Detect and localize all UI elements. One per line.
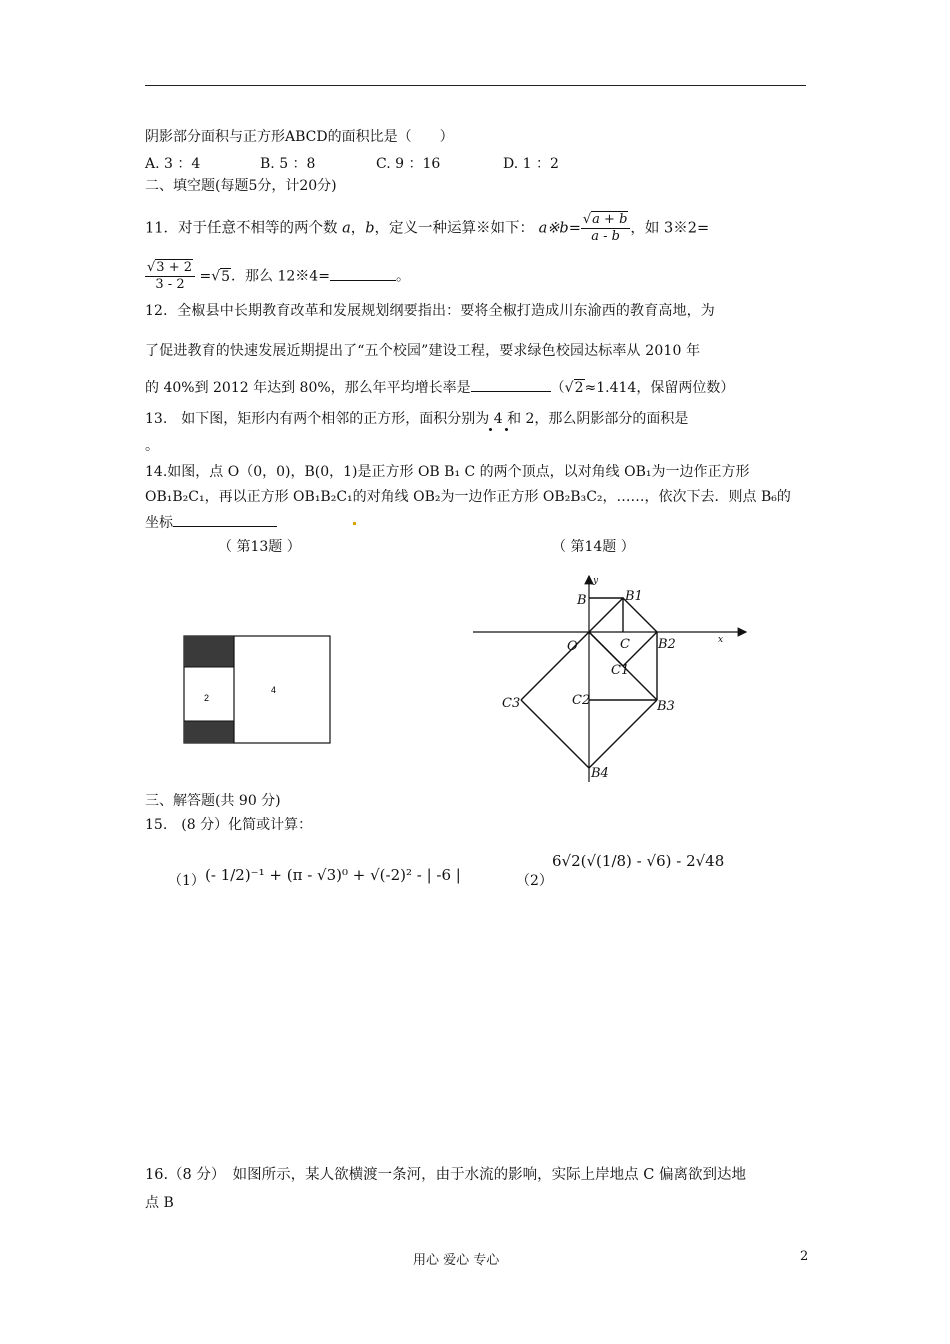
q16-line2: 点 B	[145, 1195, 174, 1211]
q12-line3: 的 40%到 2012 年达到 80%，那么年平均增长率是 （√2≈1.414，保留两位数）	[145, 377, 734, 397]
q11-sep: ，	[350, 220, 366, 237]
fig13-shade-top	[184, 636, 234, 667]
fig13-label-big: 4	[271, 685, 277, 695]
q11-text4: ．那么 12※4=	[231, 268, 330, 285]
label-b2: B2	[658, 637, 676, 652]
fig13-caption: （ 第13题 ）	[218, 539, 301, 555]
q12-answer-blank[interactable]	[471, 377, 551, 392]
q11-answer-blank[interactable]	[330, 266, 396, 281]
q10-choice-a: A. 3 ：4	[145, 156, 201, 172]
label-x: x	[718, 635, 724, 645]
label-b: B	[577, 593, 587, 608]
q13-line1: 13. 如下图，矩形内有两个相邻的正方形，面积分别为 4 和 2，那么阴影部分的面积是	[145, 411, 689, 427]
q11-op-numerator: a + b	[592, 212, 628, 227]
q15-part2-label: （2）	[516, 873, 553, 889]
label-b4: B4	[591, 766, 609, 781]
q12-line3a: 的 40%到 2012 年达到 80%，那么年平均增长率是	[145, 380, 471, 396]
q14-line3	[145, 512, 277, 532]
fig14-caption: （ 第14题 ）	[552, 539, 635, 555]
fig14-diagram	[470, 570, 760, 786]
label-y: y	[593, 576, 599, 586]
q11-ex-eq: =	[199, 268, 212, 285]
q11-text2: ，定义一种运算※如下：	[374, 220, 535, 237]
q11-end: 。	[395, 268, 410, 285]
q14-line3-text: 坐标	[145, 515, 173, 531]
footer-motto: 用心 爱心 专心	[413, 1253, 500, 1268]
stray-dot	[353, 522, 356, 525]
q14-answer-blank[interactable]	[173, 512, 277, 527]
q15-part1-label: （1）	[168, 873, 205, 889]
fig13-diagram	[175, 628, 340, 750]
section2-title: 二、填空题(每题5分，计20分)	[145, 178, 337, 194]
q12-line3b: （	[550, 380, 565, 396]
fig13-label-small: 2	[204, 693, 210, 703]
q11-var-a: a	[342, 220, 351, 237]
q11-text1: 11．对于任意不相等的两个数	[145, 220, 338, 237]
q11-ex-denominator: 3 - 2	[155, 277, 185, 292]
label-c1: C1	[611, 663, 630, 678]
emphasis-dot	[505, 428, 508, 431]
label-o: O	[567, 639, 578, 654]
q11-var-b: b	[365, 220, 375, 237]
q12-line2: 了促进教育的快速发展近期提出了“五个校园”建设工程，要求绿色校园达标率从 2010 年	[145, 343, 701, 359]
q14-line2: OB₁B₂C₁，再以正方形 OB₁B₂C₁的对角线 OB₂为一边作正方形 OB₂B₃C₂，……，依次下去．则点 B₆的	[145, 489, 791, 505]
q11-text3: ，如 3※2=	[630, 220, 710, 237]
q11-example-fraction: $\frac{√3 + 2}{3 - 2}$	[145, 260, 195, 293]
q11-line1	[145, 212, 709, 245]
label-c3: C3	[502, 696, 521, 711]
label-b3: B3	[657, 699, 675, 714]
q11-ex-value: 5	[221, 268, 231, 285]
emphasis-dot	[489, 428, 492, 431]
q12-line3c: ≈1.414，保留两位数）	[584, 380, 735, 396]
q15-part2-expr: 6√2(√(1/8) - √6) - 2√48	[552, 852, 725, 870]
q15-title: 15. (8 分）化简或计算：	[145, 817, 313, 833]
q10-stem: 阴影部分面积与正方形ABCD的面积比是（ ）	[145, 129, 454, 145]
q14-line1: 14.如图，点 O（0，0)，B(0，1)是正方形 OB B₁ C 的两个顶点，以对角线 OB₁为一边作正方形	[145, 464, 750, 480]
label-c: C	[620, 637, 630, 652]
label-c2: C2	[572, 693, 591, 708]
q12-sqrt2: 2	[574, 380, 584, 396]
q10-choice-b: B. 5 ：8	[260, 156, 316, 172]
q11-ex-numerator: 3 + 2	[156, 260, 192, 275]
page-number: 2	[800, 1249, 809, 1264]
q12-line1: 12．全椒县中长期教育改革和发展规划纲要指出：要将全椒打造成川东渝西的教育高地，为	[145, 303, 715, 319]
q13-line2: 。	[145, 438, 159, 454]
q16-line1: 16.（8 分） 如图所示，某人欲横渡一条河，由于水流的影响，实际上岸地点 C 偏离欲到达地	[145, 1167, 746, 1183]
q11-op-expr: a※b=	[538, 220, 581, 237]
q15-part1-expr: (- 1/2)⁻¹ + (π - √3)⁰ + √(-2)² - | -6 |	[205, 866, 461, 884]
fig13-shade-bottom	[184, 721, 234, 743]
header-rule	[145, 85, 806, 86]
q11-op-fraction: $\frac{√a + b}{a - b}$	[581, 212, 631, 245]
q11-op-denominator: a - b	[591, 229, 620, 244]
section3-title: 三、解答题(共 90 分)	[145, 793, 281, 809]
q11-line2: $\frac{√3 + 2}{3 - 2}$ =√5．那么 12※4= 。	[147, 260, 410, 292]
q10-choice-c: C. 9 ：16	[376, 156, 441, 172]
label-b1: B1	[625, 589, 643, 604]
q10-choice-d: D. 1 ：2	[503, 156, 559, 172]
